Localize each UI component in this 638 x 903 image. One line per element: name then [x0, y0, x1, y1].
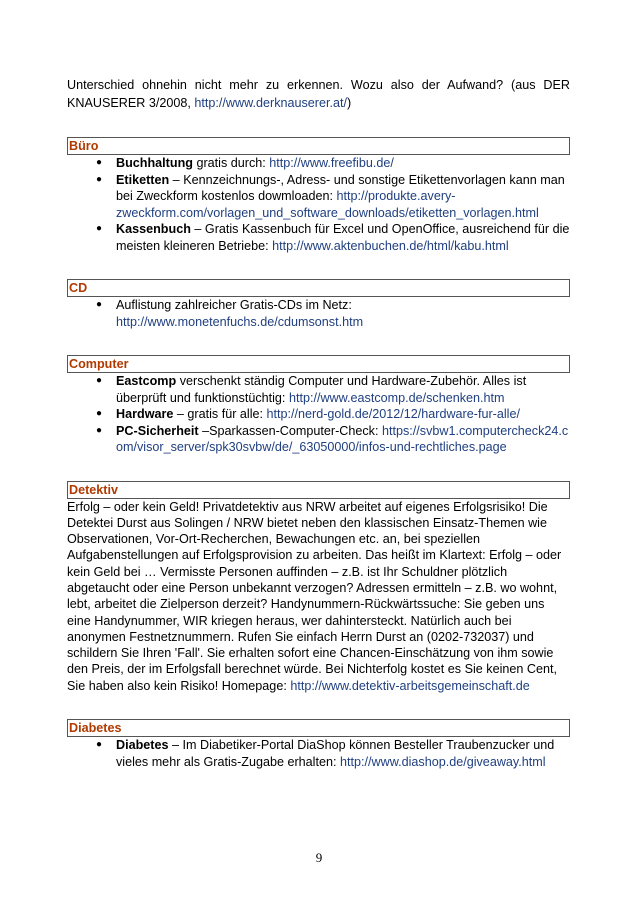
page-number: 9	[315, 850, 323, 865]
section-cd	[67, 279, 570, 330]
link[interactable]: http://www.monetenfuchs.de/cdumsonst.htm	[116, 314, 364, 329]
link[interactable]: http://www.freefibu.de/	[269, 156, 394, 170]
link[interactable]: http://www.detektiv-arbeitsgemeinschaft.de	[290, 678, 530, 693]
list-item: ● Kassenbuch – Gratis Kassenbuch für Excel und OpenOffice, ausreichend für die meisten kleineren Betriebe: http://www.aktenbuchen.de/html/kabu.html	[96, 222, 570, 253]
link[interactable]: http://produkte.avery-zweckform.com/vorlagen_und_software_downloads/etiketten_vorlagen.html	[116, 189, 539, 220]
link[interactable]: http://nerd-gold.de/2012/12/hardware-fur-alle/	[266, 407, 520, 421]
bullet-icon: ●	[96, 739, 103, 751]
list-item: ● Buchhaltung gratis durch: http://www.freefibu.de/	[96, 156, 394, 170]
detektiv-paragraph: Erfolg – oder kein Geld! Privatdetektiv aus NRW arbeitet auf eigenes Erfolgsrisiko! Die Detektei Durst aus Solingen / NRW bietet neben den klassischen Einsatz-Themen wie Observationen, Vor-Ort-Recherchen, Bewachungen etc. an, bei speziellen Aufgabenstellungen auf Erfolgsprovision zu arbeiten. Das heißt im Klartext: Erfolg – oder kein Geld bei … Vermisste Personen auffinden – z.B. ist Ihr Schuldner plötzlich abgetaucht oder eine Person unbekannt verzogen? Adressen ermitteln – z.B. wo wohnt, lebt, arbeitet die Zielperson derzeit? Handynummern-Rückwärtssuche: Sie geben uns eine Handynummer, WIR kriegen heraus, wer dahintersteckt. Natürlich auch bei anonymen Festnetznummern. Rufen Sie einfach Herrn Durst an (0202-732037) und schildern Sie Ihren 'Fall'. Sie erhalten sofort eine Chancen-Einschätzung von ihm sowie den Preis, der im Erfolgsfall berechnet würde. Bei Nichterfolg kostet es Sie keinen Cent, Sie haben also kein Risiko! Homepage: http://www.detektiv-arbeitsgemeinschaft.de	[67, 499, 562, 693]
list-item: ● Etiketten – Kennzeichnungs-, Adress- und sonstige Etikettenvorlagen kann man bei Zweckform kostenlos dowmloaden: http://produkte.avery-zweckform.com/vorlagen_und_software_downloads/etiketten_vorlagen.html	[96, 172, 565, 220]
list-item: ● Diabetes – Im Diabetiker-Portal DiaShop können Besteller Traubenzucker und vieles mehr als Gratis-Zugabe erhalten: http://www.diashop.de/giveaway.html	[96, 738, 555, 769]
section-header-cd: CD	[67, 279, 570, 297]
link[interactable]: http://www.aktenbuchen.de/html/kabu.html	[272, 238, 509, 253]
list-item: ● Eastcomp verschenkt ständig Computer und Hardware-Zubehör. Alles ist überprüft und funktionstüchtig: http://www.eastcomp.de/schenken.htm	[96, 374, 527, 405]
computer-list	[67, 373, 570, 456]
section-detektiv	[67, 481, 570, 695]
section-header-computer: Computer	[67, 355, 570, 373]
bullet-icon: ●	[96, 223, 103, 234]
section-computer	[67, 355, 570, 456]
section-header-detektiv: Detektiv	[67, 481, 570, 499]
section-buero	[67, 137, 570, 254]
bullet-icon: ●	[96, 157, 103, 168]
link[interactable]: http://www.diashop.de/giveaway.html	[340, 754, 546, 769]
bullet-icon: ●	[96, 424, 103, 436]
cd-list	[67, 297, 570, 330]
bullet-icon: ●	[96, 375, 103, 386]
link[interactable]: https://svbw1.computercheck24.com/visor_server/spk30svbw/de/_63050000/infos-und-rechtliches.page	[116, 423, 569, 454]
list-item: ● Hardware – gratis für alle: http://nerd-gold.de/2012/12/hardware-fur-alle/	[96, 407, 520, 421]
list-item: ● Auflistung zahlreicher Gratis-CDs im Netz: http://www.monetenfuchs.de/cdumsonst.htm	[96, 298, 364, 329]
section-header-diabetes: Diabetes	[67, 719, 570, 737]
buero-list	[67, 155, 570, 254]
section-diabetes	[67, 719, 570, 770]
list-item: ● PC-Sicherheit –Sparkassen-Computer-Check: https://svbw1.computercheck24.com/visor_server/spk30svbw/de/_63050000/infos-und-rechtliches.page	[96, 423, 569, 454]
section-header-buero: Büro	[67, 137, 570, 155]
diabetes-list	[67, 737, 570, 770]
bullet-icon: ●	[96, 173, 103, 185]
link[interactable]: http://www.eastcomp.de/schenken.htm	[288, 390, 505, 405]
document-page	[67, 76, 570, 770]
bullet-icon: ●	[96, 408, 103, 419]
intro-link[interactable]: http://www.derknauserer.at/	[194, 96, 348, 110]
bullet-icon: ●	[96, 299, 103, 310]
intro-paragraph: Unterschied ohnehin nicht mehr zu erkennen. Wozu also der Aufwand? (aus DER KNAUSERER 3/2008, http://www.derknauserer.at/)	[67, 78, 570, 110]
